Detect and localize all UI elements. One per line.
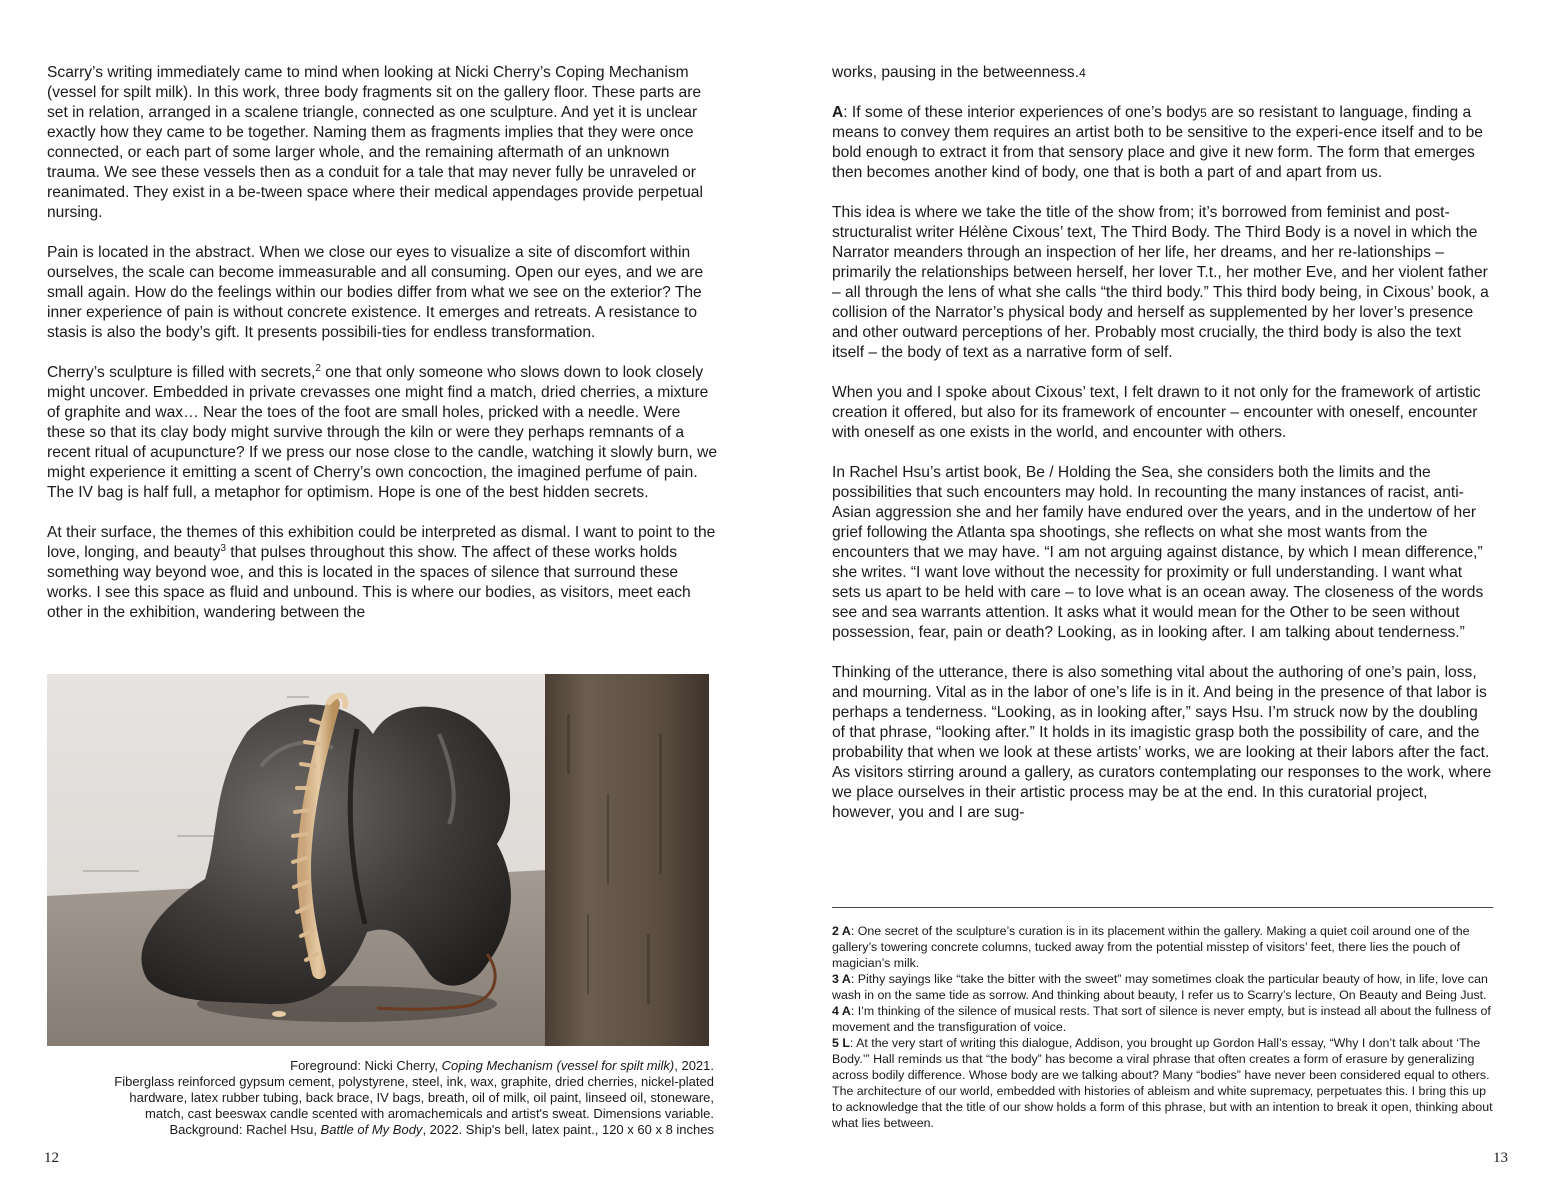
- footnote: [832, 1035, 1496, 1131]
- caption-text: , 2022. Ship's bell, latex paint., 120 x 60 x 8 inches: [422, 1122, 714, 1137]
- footnote-label: 4 A: [832, 1004, 851, 1018]
- right-page: [776, 0, 1552, 1199]
- page-number-right: 13: [1493, 1150, 1508, 1166]
- footnote-marker: 5: [1200, 106, 1207, 120]
- image-caption: [30, 1058, 714, 1138]
- caption-line: [30, 1058, 714, 1074]
- caption-text: , 2021.: [674, 1058, 714, 1073]
- paragraph-text: are so resistant to language, finding a means to convey them requires an artist both to be sensitive to the experi-ence itself and to be bold enough to extract it from that sensory place and give it new form. The form that emerges then becomes another kind of body, one that is both a part of and apart from us.: [832, 104, 1483, 181]
- paragraph-text: : If some of these interior experiences of one’s body: [843, 104, 1201, 121]
- footnote-marker: 4: [1079, 66, 1086, 80]
- paragraph: When you and I spoke about Cixous’ text, I felt drawn to it not only for the framework of artistic creation it offered, but also for its framework of encounter – encounter with oneself, encounter with oneself as one exists in the world, and encounter with others.: [832, 384, 1481, 441]
- artwork-title: Battle of My Body: [320, 1122, 423, 1137]
- caption-line: match, cast beeswax candle scented with aromachemicals and artist's sweat. Dimensions variable.: [145, 1106, 714, 1121]
- paragraph-text: that pulses throughout this show. The affect of these works holds something way beyond woe, and this is located in the spaces of silence that surround these works. I see this space as fluid and unbound. This is where our bodies, as visitors, meet each other in the exhibition, wandering between the: [47, 544, 691, 621]
- caption-text: Background: Rachel Hsu,: [169, 1122, 321, 1137]
- paragraph-text: Cherry’s sculpture is filled with secrets,: [47, 364, 316, 381]
- footnote-marker: 3: [220, 542, 226, 554]
- paragraph: This idea is where we take the title of the show from; it’s borrowed from feminist and post-structuralist writer Hélène Cixous’ text, The Third Body. The Third Body is a novel in which the Narrator meanders through an inspection of her life, her dreams, and her re-lationships – primarily the relationships between herself, her lover T.t., her mother Eve, and her violent father – all through the lens of what she calls “the third body.” This third body being, in Cixous’ book, a collision of the Narrator’s physical body and herself as supplemented by her lover’s presence and other outward perceptions of her. Probably most crucially, the third body is also the text itself – the body of text as a narrative form of self.: [832, 204, 1489, 361]
- footnote-text: : At the very start of writing this dialogue, Addison, you brought up Gordon Hall’s essay, “Why I don’t talk about ‘The Body.’” Hall reminds us that “the body” has become a viral phrase that often creates a form of erasure by generalizing across bodily difference. Whose body are we talking about? Many “bodies” have never been considered equal to others. The architecture of our world, embedded with histories of ableism and white supremacy, perpetuates this. I bring this up to acknowledge that the title of our show holds a form of this phrase, but with an intention to break it open, thinking about what lies between.: [832, 1036, 1493, 1130]
- paragraph-text: At their surface, the themes of this exhibition could be interpreted as dismal. I want to point to the love, longing, and beauty: [47, 524, 716, 561]
- footnote-text: : I’m thinking of the silence of musical rests. That sort of silence is never empty, but is instead all about the fullness of movement and the transfiguration of voice.: [832, 1004, 1491, 1034]
- caption-line: hardware, latex rubber tubing, back brace, IV bags, breath, oil of milk, oil paint, linseed oil, stoneware,: [129, 1090, 714, 1105]
- paragraph: Scarry’s writing immediately came to mind when looking at Nicki Cherry’s Coping Mechanism (vessel for spilt milk). In this work, three body fragments sit on the gallery floor. These parts are set in relation, arranged in a scalene triangle, connected as one sculpture. And yet it is unclear exactly how they came to be together. Naming them as fragments implies that they were once connected, or each part of some larger whole, and the remaining aftermath of an unknown trauma. We see these vessels then as a conduit for a tale that may never fully be unraveled or reanimated. They exist in a be-tween space where their medical appendages provide perpetual nursing.: [47, 64, 703, 221]
- paragraph: Pain is located in the abstract. When we close our eyes to visualize a site of discomfort within ourselves, the scale can become immeasurable and all consuming. Open our eyes, and we are small again. How do the feelings within our bodies differ from what we see on the exterior? The inner experience of pain is without concrete existence. It emerges and retreats. A resistance to stasis is also the body’s gift. It presents possibili-ties for endless transformation.: [47, 244, 704, 341]
- paragraph: [47, 363, 719, 503]
- page-number-left: 12: [44, 1150, 59, 1166]
- paragraph: [832, 63, 1494, 83]
- paragraph: [47, 523, 719, 623]
- speaker-label: A: [832, 104, 844, 121]
- paragraph-text: works, pausing in the betweenness.: [832, 64, 1080, 81]
- sculpture-photo-illustration: [47, 674, 709, 1046]
- caption-line: [30, 1122, 714, 1138]
- footnote: [832, 1003, 1496, 1035]
- caption-text: Foreground: Nicki Cherry,: [290, 1058, 442, 1073]
- footnote-text: : One secret of the sculpture’s curation is in its placement within the gallery. Making a quiet coil around one of the gallery’s towering concrete columns, tucked away from the potential misstep of visitors’ feet, there lies the pouch of magician’s milk.: [832, 924, 1470, 970]
- paragraph-text: one that only someone who slows down to look closely might uncover. Embedded in private crevasses one might find a match, dried cherries, a mixture of graphite and wax… Near the toes of the foot are small holes, pricked with a needle. Were these so that its clay body might survive through the kiln or were they perhaps remnants of a recent ritual of acupuncture? If we press our nose close to the candle, watching it slowly burn, we might experience it emitting a scent of Cherry’s own concoction, the imagined perfume of pain. The IV bag is half full, a metaphor for optimism. Hope is one of the best hidden secrets.: [47, 364, 718, 501]
- footnote-text: : Pithy sayings like “take the bitter with the sweet” may sometimes cloak the particular beauty of how, in life, love can wash in on the same tide as sorrow. And thinking about beauty, I refer us to Scarry’s lecture, On Beauty and Being Just.: [832, 972, 1488, 1002]
- paragraph: Thinking of the utterance, there is also something vital about the authoring of one’s pain, loss, and mourning. Vital as in the labor of one’s life is in it. And being in the presence of that labor is perhaps a tenderness. “Looking, as in looking after,” says Hsu. I’m struck now by the doubling of that phrase, “looking after.” It holds in its imagistic grasp both the possibility of care, and the probability that when we look at these artists’ works, we are looking at their labors after the fact. As visitors stirring around a gallery, as curators contemplating our responses to the work, where we place ourselves in their artistic process may be at the end. In this curatorial project, however, you and I are sug-: [832, 664, 1492, 821]
- footnotes: [832, 923, 1496, 1131]
- paragraph: In Rachel Hsu’s artist book, Be / Holding the Sea, she considers both the limits and the possibilities that such encounters may hold. In recounting the many instances of racist, anti-Asian aggression she and her family have endured over the years, and in the undertow of her grief following the Atlanta spa shootings, she reflects on what she most wants from the encounters that we may have. “I am not arguing against distance, by which I mean difference,” she writes. “I want love without the necessity for proximity or full understanding. I want what sets us apart to be held with care – to love what is an ocean away. The closeness of the words see and sea warrants attention. It asks what it would mean for the Other to be seen without possession, fear, pain or death? Looking, as in looking after. I am talking about tenderness.”: [832, 464, 1484, 641]
- dialogue-paragraph: [832, 103, 1494, 183]
- caption-line: Fiberglass reinforced gypsum cement, polystyrene, steel, ink, wax, graphite, dried cherries, nickel-plated: [114, 1074, 714, 1089]
- footnote-label: 2 A: [832, 924, 851, 938]
- footnote: [832, 971, 1496, 1003]
- footnote: [832, 923, 1496, 971]
- artwork-title: Coping Mechanism (vessel for spilt milk): [441, 1058, 675, 1073]
- left-body-text: [47, 63, 719, 623]
- footnote-label: 3 A: [832, 972, 851, 986]
- right-body-text: [832, 63, 1494, 823]
- footnote-divider: [832, 907, 1493, 908]
- sculpture-photograph: [47, 674, 709, 1046]
- footnote-label: 5 L: [832, 1036, 850, 1050]
- footnote-marker: 2: [315, 362, 321, 374]
